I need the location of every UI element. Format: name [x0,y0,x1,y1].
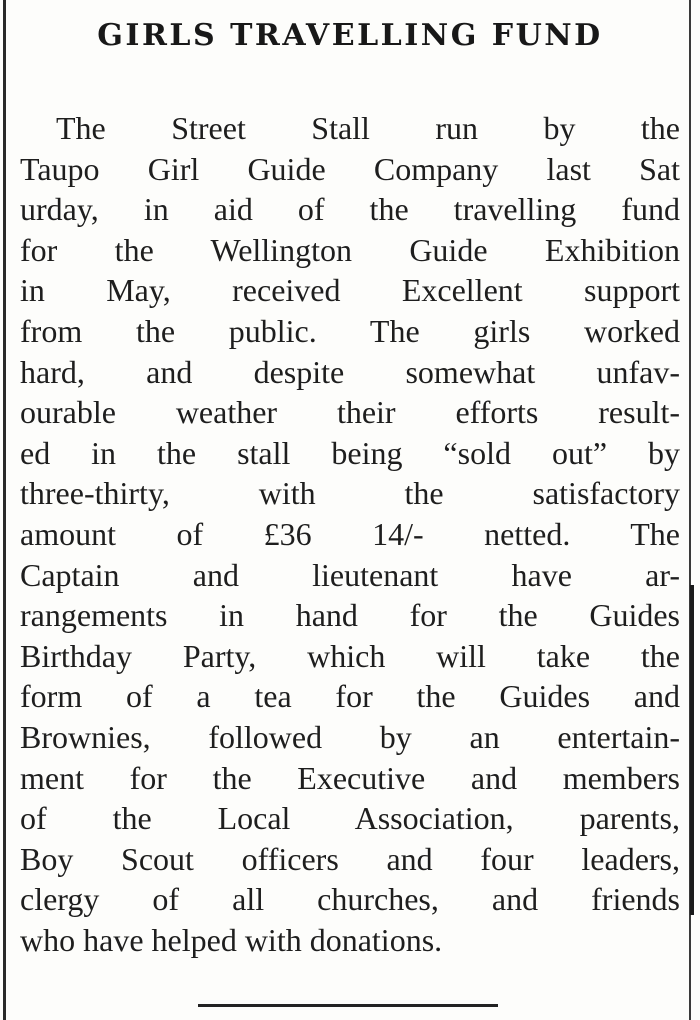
article-line: Boy Scout officers and four leaders, [20,840,680,877]
article-line: clergy of all churches, and friends [20,881,680,918]
article-line: Brownies, followed by an entertain- [20,718,680,755]
article-line: The Street Stall run by the [56,110,680,146]
article-line: rangements in hand for the Guides [20,597,680,634]
article-line: ed in the stall being “sold out” by [20,434,680,471]
article-line: of the Local Association, parents, [20,800,680,837]
article-line: hard, and despite somewhat unfav- [20,353,680,390]
article-line: form of a tea for the Guides and [20,678,680,715]
left-column-rule [3,0,6,1020]
article-line: from the public. The girls worked [20,312,680,349]
article-line: urday, in aid of the travelling fund [20,191,680,228]
article-line: three-thirty, with the satisfactory [20,475,680,512]
article-line: who have helped with donations. [20,921,443,958]
article-line: Taupo Girl Guide Company last Sat [20,150,680,187]
article-body [20,108,680,960]
headline: GIRLS TRAVELLING FUND [97,18,603,53]
article-line: ment for the Executive and members [20,759,680,796]
article-line: ourable weather their efforts result- [20,394,680,431]
article-line: in May, received Excellent support [20,272,680,309]
article-line: for the Wellington Guide Exhibition [20,231,680,268]
article-line: Birthday Party, which will take the [20,637,680,674]
right-column-rule-heavy [690,585,694,915]
article-line: Captain and lieutenant have ar- [20,556,680,593]
bottom-divider-rule [198,1004,498,1007]
article-line: amount of £36 14/- netted. The [20,515,680,552]
